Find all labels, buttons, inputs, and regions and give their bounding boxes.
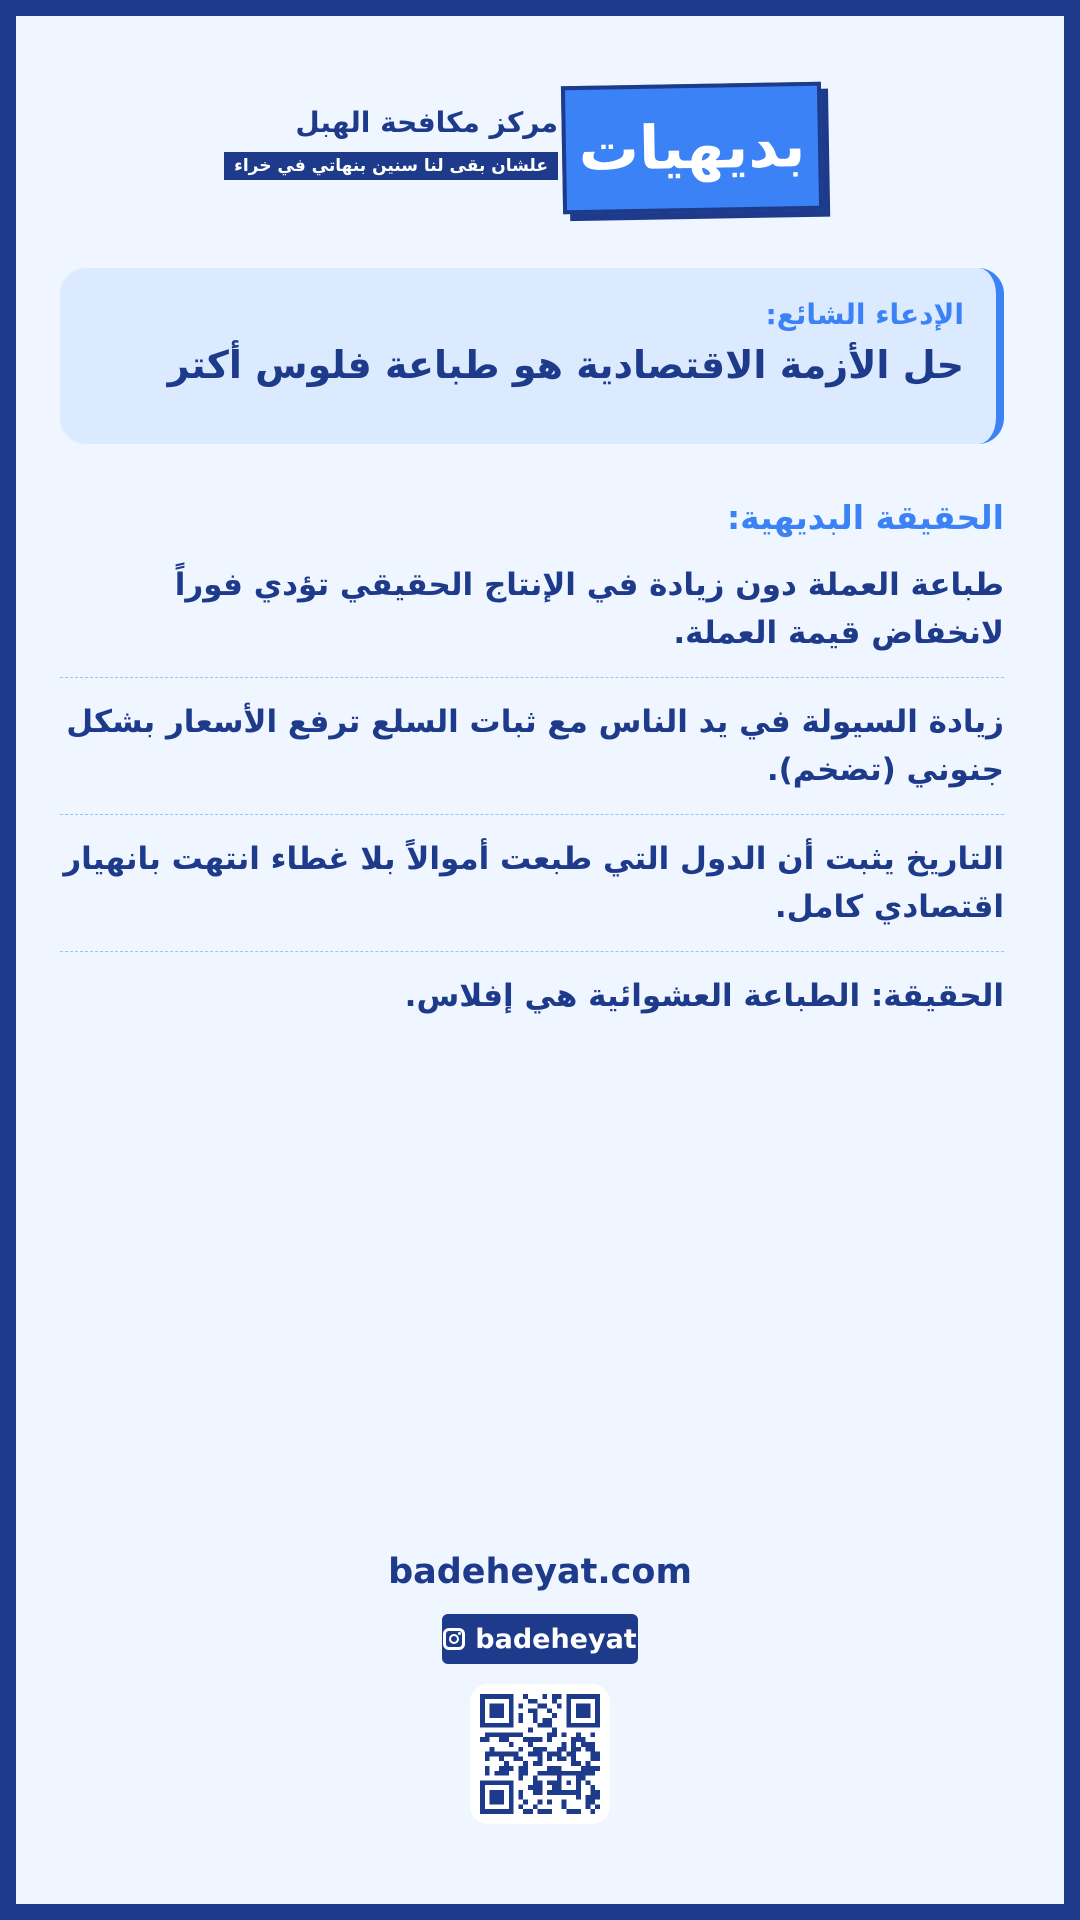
org-tagline: علشان بقى لنا سنين بنهاتي في خراء	[224, 152, 558, 180]
qr-code	[470, 1684, 610, 1824]
truth-heading: الحقيقة البديهية:	[726, 498, 1004, 537]
instagram-icon	[443, 1628, 465, 1650]
claim-label: الإدعاء الشائع:	[765, 298, 964, 331]
claim-box	[60, 268, 1004, 444]
org-name: مركز مكافحة الهبل	[295, 106, 558, 139]
truth-conclusion: الحقيقة: الطباعة العشوائية هي إفلاس.	[404, 978, 1004, 1014]
claim-text: حل الأزمة الاقتصادية هو طباعة فلوس أكتر	[167, 343, 964, 387]
website-link[interactable]: badeheyat.com	[388, 1552, 692, 1592]
truth-item: طباعة العملة دون زيادة في الإنتاج الحقيقي تؤدي فوراً لانخفاض قيمة العملة.	[60, 561, 1004, 678]
instagram-handle: badeheyat	[475, 1623, 637, 1655]
qr-code-icon	[480, 1694, 600, 1814]
truth-section	[60, 498, 1004, 1020]
instagram-handle-button[interactable]	[442, 1614, 638, 1664]
truth-item: التاريخ يثبت أن الدول التي طبعت أموالاً بلا غطاء انتهت بانهيار اقتصادي كامل.	[60, 835, 1004, 952]
truth-item: زيادة السيولة في يد الناس مع ثبات السلع ترفع الأسعار بشكل جنوني (تضخم).	[60, 698, 1004, 815]
logo-text: بديهيات	[578, 111, 806, 185]
brand-logo	[561, 82, 823, 215]
